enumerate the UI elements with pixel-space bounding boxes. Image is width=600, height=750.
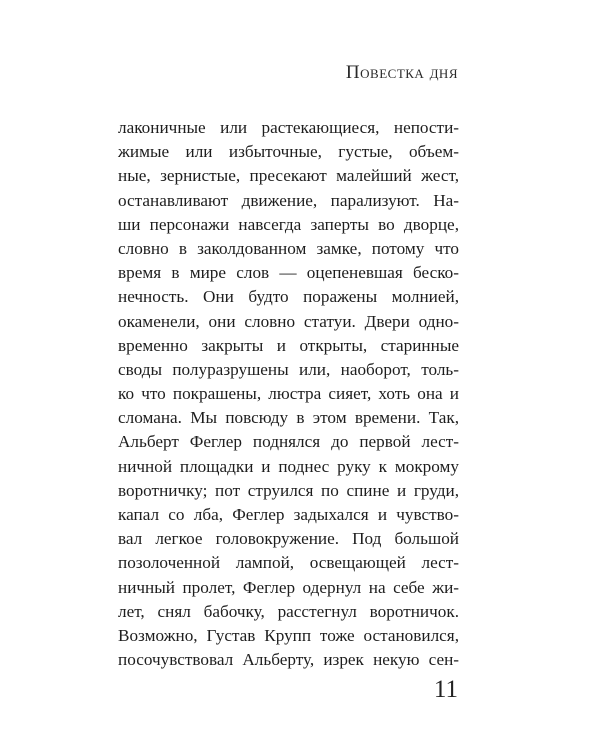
text-line: вал легкое головокружение. Под большой (118, 529, 459, 549)
page-number: 11 (433, 676, 458, 703)
text-line: капал со лба, Феглер задыхался и чувство- (118, 505, 459, 524)
text-line: лаконичные или растекающиеся, непости- (118, 118, 459, 137)
text-line: лет, снял бабочку, расстегнул воротничок. (118, 601, 459, 621)
text-line: временно закрыты и открыты, старинные (118, 335, 459, 355)
text-line: ничной площадки и поднес руку к мокрому (118, 456, 459, 476)
text-line: своды полуразрушены или, наоборот, толь- (118, 359, 459, 379)
text-line: посочувствовал Альберту, изрек некую сен- (118, 650, 459, 670)
text-line: сломана. Мы повсюду в этом времени. Так, (118, 408, 459, 428)
text-line: позолоченной лампой, освещающей лест- (118, 553, 459, 573)
text-line: ши персонажи навсегда заперты во дворце, (118, 214, 459, 234)
text-line: жимые или избыточные, густые, объем- (118, 142, 459, 162)
text-line: ко что покрашены, люстра сияет, хоть она и (118, 384, 459, 404)
text-line: Альберт Феглер поднялся до первой лест- (118, 432, 459, 452)
text-line: словно в заколдованном замке, потому что (118, 238, 459, 258)
text-line: Возможно, Густав Крупп тоже остановился, (118, 625, 459, 645)
text-line: останавливают движение, парализуют. На- (118, 190, 459, 210)
text-line: время в мире слов — оцепеневшая беско- (118, 263, 459, 283)
text-line: окаменели, они словно статуи. Двери одно- (118, 311, 459, 331)
text-line: ные, зернистые, пресекают малейший жест, (118, 166, 459, 186)
text-line: ничный пролет, Феглер одернул на себе жи- (118, 577, 459, 597)
text-line: нечность. Они будто поражены молнией, (118, 287, 459, 307)
body-text (118, 116, 459, 672)
text-line: воротничку; пот струился по спине и груди, (118, 480, 459, 500)
running-header: Повестка дня (345, 62, 458, 83)
